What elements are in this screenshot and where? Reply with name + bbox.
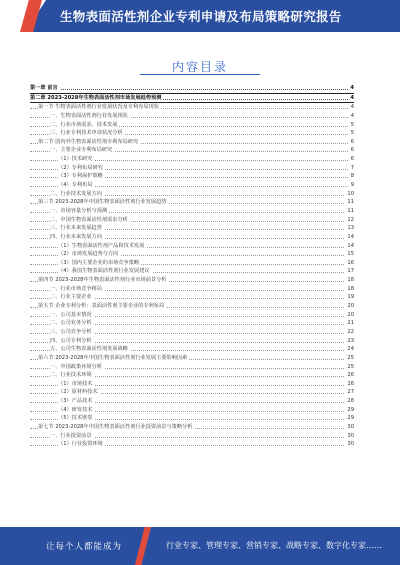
toc-entry-title: 一、行业市场竞争格局 [50,285,102,292]
toc-entry-page: 5 [350,121,354,128]
toc-entry-page: 18 [347,277,354,284]
toc-entry-page: 10 [347,190,354,197]
toc-entry-page: 12 [347,216,354,223]
toc-entry[interactable] [30,311,354,320]
toc-entry-title: 第二章 2023-2028年生物表面活性剂市场发展趋势预测 [30,94,162,101]
toc-entry[interactable] [30,371,354,380]
toc-entry[interactable] [30,172,354,181]
toc-entry[interactable] [30,414,354,423]
toc-entry-page: 28 [347,398,354,405]
toc-leader-dots [30,89,354,90]
toc-entry[interactable] [30,319,354,328]
toc-entry-title: 二、中国生物表面活性剂需求分析 [50,216,128,223]
toc-entry[interactable] [30,363,354,372]
toc-entry-title: 二、行业技术发展方向 [50,190,102,197]
toc-entry-page: 4 [350,94,354,101]
toc-entry-title: 三、公司竞争分析 [50,328,92,335]
toc-entry[interactable] [30,440,354,449]
toc-entry[interactable] [30,84,354,94]
toc-entry[interactable] [30,233,354,242]
toc-entry-title: （1）行业投资环境 [58,441,103,448]
toc-entry[interactable] [30,216,354,225]
toc-entry-page: 19 [347,294,354,301]
toc-entry[interactable] [30,259,354,268]
toc-entry[interactable] [30,423,354,432]
toc-entry-page: 20 [347,311,354,318]
toc-entry-page: 5 [350,130,354,137]
toc-entry-title: （4）专利布局 [58,182,93,189]
toc-entry-page: 9 [350,182,354,189]
toc-entry-page: 7 [350,164,354,171]
toc-entry-page: 20 [347,303,354,310]
toc-entry-title: （5）技术壁垒 [58,415,93,422]
footer-slogan: 让每个人都能成为 [46,542,123,552]
toc-entry-page: 26 [347,372,354,379]
heading-underline [140,74,260,75]
toc-entry-title: 第五节 企业专利分析：表面活性剂主要企业的专利布局 [38,303,165,310]
toc-entry-page: 29 [347,406,354,413]
toc-entry-title: 二、行业市场需求、技术发展 [50,121,118,128]
toc-entry[interactable] [30,397,354,406]
toc-entry-title: 四、公司专利分析 [50,337,92,344]
toc-entry-title: （3）国内主要企业的市场竞争策略 [58,259,140,266]
toc-entry-title: 一、行业投资前景 [50,432,92,439]
toc-entry-page: 14 [347,233,354,240]
toc-entry[interactable] [30,146,354,155]
toc-entry-title: （1）市场技术 [58,380,93,387]
toc-entry-title: （3）专利保护策略 [58,173,103,180]
toc-entry[interactable] [30,250,354,259]
toc-entry-page: 25 [347,363,354,370]
toc-entry-title: （2）专利布局研究 [58,164,103,171]
toc-entry-page: 18 [347,285,354,292]
toc-entry-page: 11 [347,207,354,214]
toc-entry-title: 一、公司基本情况 [50,311,92,318]
table-of-contents [30,84,354,449]
toc-entry-page: 24 [347,346,354,353]
toc-entry[interactable] [30,198,354,207]
toc-entry-title: 第二节 国内外生物表面活性剂专利布局研究 [38,138,139,145]
footer-accent-stripe [135,527,151,565]
toc-entry[interactable] [30,432,354,441]
toc-entry[interactable] [30,103,354,112]
toc-entry-page: 30 [347,423,354,430]
toc-entry[interactable] [30,267,354,276]
toc-entry-page: 29 [347,415,354,422]
toc-entry[interactable] [30,242,354,251]
toc-entry[interactable] [30,112,354,121]
document-title: 生物表面活性剂企业专利申请及布局策略研究报告 [60,9,342,24]
toc-entry-title: 第六节 2023-2028年中国生物表面活性剂行业发展主要影响因素 [38,354,188,361]
toc-entry[interactable] [30,94,354,104]
toc-entry-title: 五、公司生物表面活性剂发展战略 [50,346,128,353]
toc-entry-page: 8 [350,173,354,180]
toc-entry[interactable] [30,164,354,173]
footer-banner [0,527,400,565]
toc-entry[interactable] [30,345,354,354]
toc-entry-page: 14 [347,242,354,249]
toc-entry[interactable] [30,380,354,389]
toc-entry-title: 一、主要企业专利布局研究 [50,147,113,154]
toc-entry-title: 一、中国政策环境分析 [50,363,102,370]
toc-entry[interactable] [30,224,354,233]
toc-entry-title: （3）产品技术 [58,398,93,405]
toc-entry-title: （1）生物表面活性剂产品和技术发展 [58,242,145,249]
toc-entry-page: 6 [350,138,354,145]
toc-entry-page: 13 [347,225,354,232]
toc-entry-page: 30 [347,441,354,448]
toc-entry[interactable] [30,181,354,190]
header-banner [0,0,400,32]
toc-entry[interactable] [30,129,354,138]
toc-entry[interactable] [30,121,354,130]
toc-entry-title: （1）技术研究 [58,156,93,163]
toc-entry[interactable] [30,293,354,302]
toc-entry-page: 6 [350,156,354,163]
toc-entry[interactable] [30,207,354,216]
toc-entry-title: 二、行业技术环境 [50,372,92,379]
toc-entry[interactable] [30,155,354,164]
toc-entry-page: 6 [350,147,354,154]
toc-entry-title: （4）研发技术 [58,406,93,413]
toc-heading: 内容目录 [171,60,228,74]
toc-entry-title: 一、市场容量分析与预测 [50,207,108,214]
toc-entry[interactable] [30,190,354,199]
toc-entry[interactable] [30,388,354,397]
toc-entry-page: 23 [347,337,354,344]
toc-entry-title: 三、行业未来发展趋势 [50,225,102,232]
toc-entry-title: 四、行业未来发展方向 [50,233,102,240]
toc-entry-page: 4 [350,104,354,111]
toc-entry-title: 第三节 2023-2028年中国生物表面活性剂行业发展趋势 [38,199,167,206]
toc-entry-page: 4 [350,112,354,119]
toc-entry-title: 第一章 前言 [30,85,58,91]
toc-entry[interactable] [30,138,354,147]
toc-entry-page: 21 [347,320,354,327]
footer-tagline: 行业专家、管理专家、营销专家、战略专家、数字化专家…… [166,541,382,550]
toc-entry[interactable] [30,276,354,285]
toc-entry-title: （2）市场发展趋势与方向 [58,251,119,258]
toc-entry-title: 二、公司业务分析 [50,320,92,327]
toc-entry-title: 三、行业专利技术申请状况分析 [50,130,123,137]
toc-entry[interactable] [30,337,354,346]
toc-entry-page: 30 [347,432,354,439]
toc-entry-title: （4）我国生物表面活性剂行业发展建议 [58,268,150,275]
toc-entry-page: 16 [347,259,354,266]
toc-entry-page: 4 [350,85,354,91]
toc-entry[interactable] [30,406,354,415]
toc-entry-title: （2）原材料技术 [58,389,98,396]
toc-entry-title: 第七节 2023-2028年中国生物表面活性剂行业投资前景与策略分析 [38,423,193,430]
toc-entry-title: 一、生物表面活性剂行业发展现状 [50,112,128,119]
toc-entry[interactable] [30,302,354,311]
toc-entry-page: 25 [347,354,354,361]
toc-entry-title: 二、行业主要企业 [50,294,92,301]
toc-entry[interactable] [30,354,354,363]
toc-entry[interactable] [30,285,354,294]
toc-entry-page: 15 [347,251,354,258]
toc-entry-page: 27 [347,389,354,396]
toc-entry-page: 26 [347,380,354,387]
toc-entry-page: 17 [347,268,354,275]
toc-entry[interactable] [30,328,354,337]
toc-entry-title: 第四节 2023-2028年生物表面活性剂行业市场前景分析 [38,277,167,284]
toc-entry-page: 22 [347,328,354,335]
toc-entry-title: 第一节 生物表面活性剂行业发展状况及专利布局现状 [38,104,159,111]
toc-entry-page: 11 [347,199,354,206]
